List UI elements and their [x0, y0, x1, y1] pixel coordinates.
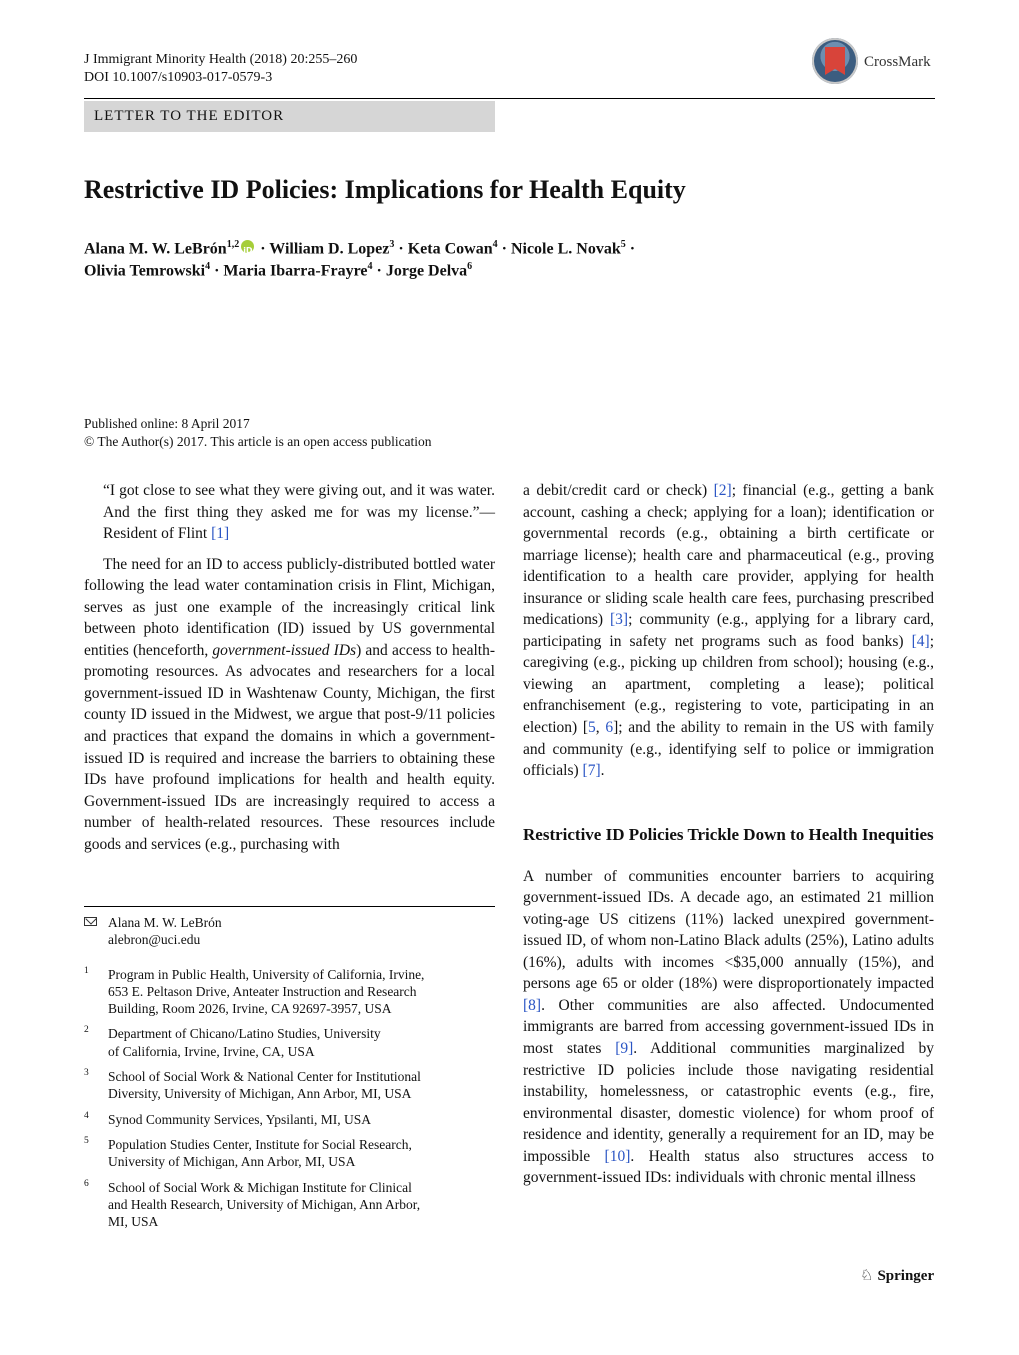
- affiliation-text: School of Social Work & National Center for Institutional: [108, 1069, 421, 1085]
- body-paragraph: [523, 866, 934, 1189]
- author-name[interactable]: · Keta Cowan: [394, 240, 493, 258]
- affiliation-text: Program in Public Health, University of California, Irvine,: [108, 966, 425, 982]
- citation-link[interactable]: [9]: [615, 1040, 634, 1058]
- body-paragraph: [84, 554, 495, 856]
- epigraph: [84, 480, 495, 545]
- affiliation: [84, 1179, 495, 1231]
- affiliation-number: 2: [84, 1025, 89, 1036]
- author-separator: ·: [625, 240, 636, 258]
- citation-link[interactable]: [8]: [523, 996, 542, 1014]
- contact-email[interactable]: alebron@uci.edu: [108, 932, 201, 948]
- crossmark-label: CrossMark: [864, 54, 931, 70]
- affiliation-text: Department of Chicano/Latino Studies, University: [108, 1026, 381, 1042]
- author-list: [84, 256, 472, 282]
- page-title: Restrictive ID Policies: Implications for Health Equity: [84, 175, 686, 204]
- affiliation-number: 3: [84, 1068, 89, 1079]
- citation-link[interactable]: [1]: [211, 525, 230, 543]
- affiliation-text: MI, USA: [108, 1214, 159, 1230]
- affiliation: [84, 1068, 495, 1103]
- affiliation-text: Population Studies Center, Institute for Social Research,: [108, 1136, 412, 1152]
- header-rule: [84, 98, 935, 99]
- affiliation-text: of California, Irvine, Irvine, CA, USA: [108, 1043, 315, 1059]
- affiliation-number: 5: [84, 1135, 89, 1146]
- epigraph-text: “I got close to see what they were giving out, and it was water. And the first thing they asked me for was my license.”—Resident of Flint: [103, 482, 495, 543]
- affiliation-marker: 4: [492, 239, 498, 250]
- paragraph-text: . Other communities are also affected. Undocumented immigrants are barred from accessing government-issued IDs in most states: [523, 996, 934, 1058]
- paragraph-text: a debit/credit card or check): [523, 482, 714, 499]
- paragraph-text: ; community (e.g., applying for a library card, participating in safety net programs such as food banks): [523, 611, 934, 650]
- affiliation-text: 653 E. Peltason Drive, Anteater Instruction and Research: [108, 983, 417, 999]
- footnote-rule: [84, 906, 495, 907]
- affiliation-text: School of Social Work & Michigan Institute for Clinical: [108, 1179, 412, 1195]
- paragraph-text: . Health status also structures access to government-issued IDs: individuals with chronic mental illness: [523, 1147, 934, 1187]
- published-date: Published online: 8 April 2017: [84, 416, 250, 431]
- affiliation-text: University of Michigan, Ann Arbor, MI, USA: [108, 1154, 356, 1170]
- crossmark-badge[interactable]: [812, 38, 937, 86]
- citation-link[interactable]: [10]: [604, 1147, 631, 1165]
- affiliation-text: Building, Room 2026, Irvine, CA 92697-3957, USA: [108, 1001, 392, 1017]
- paragraph-text: ) and access to health-promoting resources. As advocates and researchers for a local government-issued ID in Washtenaw County, Michigan, the first county ID issued in the Midwest, we argue that post-9/11 policies and practices that expand the domains in which a government-issued ID is required and increase the barriers to obtaining these IDs have profound implications for health and health equity. Government-issued IDs are increasingly required to access a number of health-related resources. These resources include goods and services (e.g., purchasing with: [84, 641, 495, 853]
- affiliation-marker: 4: [367, 261, 373, 272]
- affiliation: [84, 966, 495, 1018]
- paragraph-text: . Additional communities marginalized by restrictive ID policies include those navigating residential instability, homelessness, or catastrophic events (e.g., fire, environmental disaster, domestic violence) for whom proof of residence and identity, generally a requirement for an ID, may be impossible: [523, 1040, 934, 1165]
- footnotes: [84, 914, 495, 1238]
- affiliation-text: and Health Research, University of Michigan, Ann Arbor,: [108, 1196, 421, 1212]
- affiliation-text: Synod Community Services, Ypsilanti, MI, USA: [108, 1111, 372, 1127]
- author-name[interactable]: · William D. Lopez: [256, 240, 390, 258]
- corresponding-author: [84, 914, 495, 949]
- paragraph-text: ; caregiving (e.g., picking up children from school); housing (e.g., viewing an apartment, completing a lease); political enfranchisement (e.g., registering to vote, participating in an election) [: [523, 632, 934, 737]
- paragraph-text: ,: [595, 719, 606, 737]
- orcid-icon[interactable]: [241, 240, 254, 253]
- left-column: [84, 480, 495, 855]
- affiliation-marker: 4: [205, 261, 211, 272]
- envelope-icon: [84, 917, 97, 926]
- author-name[interactable]: · Maria Ibarra-Frayre: [210, 262, 368, 280]
- paragraph-text: ; financial (e.g., getting a bank account, cashing a check; applying for a loan); identification or governmental records (e.g., obtaining a birth certificate or marriage license); health care and pharmaceutical (e.g., proving identification to a health care provider, applying for health insurance or sliding scale health care fees, purchasing prescribed medications): [523, 482, 934, 629]
- emphasis-term: government-issued IDs: [212, 641, 357, 659]
- crossmark-icon: [812, 38, 858, 84]
- affiliation-text: Diversity, University of Michigan, Ann Arbor, MI, USA: [108, 1086, 412, 1102]
- paragraph-text: ]; and the ability to remain in the US with family and community (e.g., identifying self to police or immigration officials): [523, 719, 934, 780]
- right-column: [523, 480, 934, 1189]
- journal-citation: J Immigrant Minority Health (2018) 20:255–260: [84, 52, 358, 67]
- citation-link[interactable]: 6: [605, 719, 614, 737]
- author-name[interactable]: · Nicole L. Novak: [497, 240, 621, 258]
- paragraph-text: A number of communities encounter barriers to acquiring government-issued IDs. A decade ago, an estimated 21 million voting-age US citizens (11%) lacked unexpired government-issued ID, of whom non-Latino Black adults (25%), Latino adults (16%), adults with incomes <$35,000 annually (15%), and persons age 65 or older (18%) were disproportionately impacted: [523, 867, 934, 993]
- author-name[interactable]: Olivia Temrowski: [84, 262, 206, 280]
- affiliation-number: 4: [84, 1110, 89, 1121]
- paragraph-text: .: [600, 762, 605, 780]
- citation-link[interactable]: 5: [588, 719, 596, 737]
- publisher-name: Springer: [877, 1268, 935, 1284]
- affiliation: [84, 1136, 495, 1171]
- affiliation-number: 1: [84, 965, 89, 976]
- springer-horse-icon: ♘: [860, 1268, 874, 1284]
- section-heading: Restrictive ID Policies Trickle Down to Health Inequities: [523, 824, 934, 844]
- body-paragraph: [523, 480, 934, 782]
- citation-link[interactable]: [7]: [582, 762, 601, 780]
- affiliation-marker: 1,2: [226, 239, 240, 250]
- paragraph-text: The need for an ID to access publicly-distributed bottled water following the lead water contamination crisis in Flint, Michigan, serves as just one example of the increasingly critical link between photo identification (ID) issued by US governmental entities (henceforth,: [84, 555, 495, 659]
- citation-link[interactable]: [3]: [610, 611, 629, 629]
- author-name[interactable]: Alana M. W. LeBrón: [84, 240, 227, 258]
- affiliation-number: 6: [84, 1178, 89, 1189]
- affiliation-marker: 6: [467, 261, 473, 272]
- affiliation: [84, 1111, 495, 1128]
- affiliation: [84, 1025, 495, 1060]
- article-type-banner: LETTER TO THE EDITOR: [84, 101, 495, 132]
- affiliation-marker: 5: [620, 239, 626, 250]
- author-name[interactable]: · Jorge Delva: [372, 262, 468, 280]
- citation-link[interactable]: [4]: [911, 632, 930, 650]
- publisher-logo: [860, 1266, 934, 1285]
- affiliation-marker: 3: [389, 239, 395, 250]
- doi: DOI 10.1007/s10903-017-0579-3: [84, 70, 273, 85]
- copyright-notice: © The Author(s) 2017. This article is an open access publication: [84, 434, 432, 449]
- citation-link[interactable]: [2]: [713, 482, 732, 499]
- contact-name: Alana M. W. LeBrón: [108, 915, 222, 930]
